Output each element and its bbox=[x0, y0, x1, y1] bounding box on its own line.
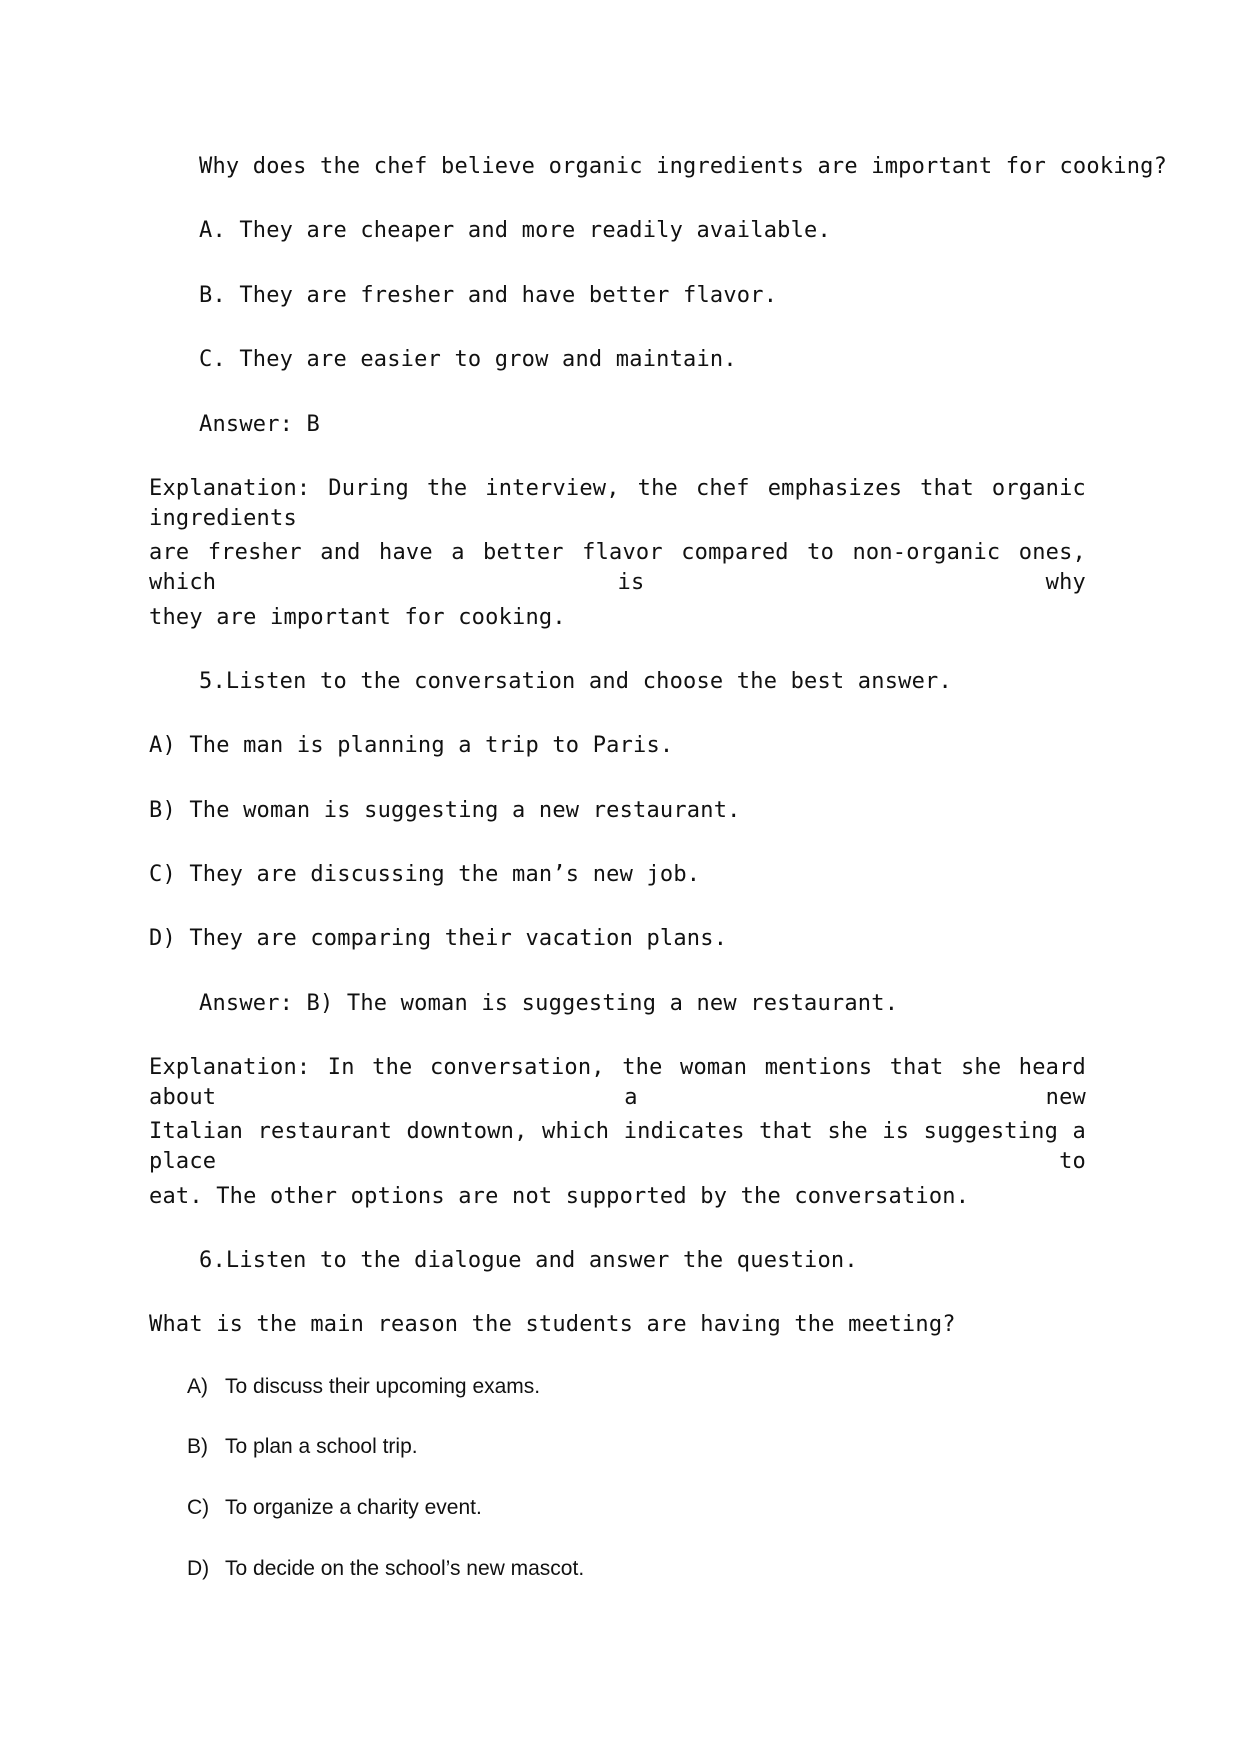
q4-explanation-line-3: they are important for cooking. bbox=[149, 605, 566, 630]
q6-question: What is the main reason the students are having the meeting? bbox=[149, 1312, 956, 1337]
q6-option-b-text: To plan a school trip. bbox=[225, 1435, 418, 1458]
q4-question: Why does the chef believe organic ingredients are important for cooking? bbox=[199, 154, 1168, 179]
q4-explanation-line-2: are fresher and have a better flavor compared to non-organic ones, which is why bbox=[149, 540, 1086, 595]
q6-option-c bbox=[187, 1494, 482, 1522]
q5-answer: Answer: B) The woman is suggesting a new restaurant. bbox=[199, 991, 899, 1016]
q6-option-a bbox=[187, 1373, 540, 1401]
q5-explanation-line-2: Italian restaurant downtown, which indicates that she is suggesting a place to bbox=[149, 1119, 1086, 1174]
q6-option-b-label: B) bbox=[187, 1435, 208, 1458]
q6-option-d bbox=[187, 1555, 584, 1583]
q6-option-d-label: D) bbox=[187, 1557, 210, 1580]
q5-option-c: C) They are discussing the man’s new job. bbox=[149, 862, 701, 887]
q4-explanation-line-1: Explanation: During the interview, the chef emphasizes that organic ingredients bbox=[149, 476, 1086, 531]
q6-option-b bbox=[187, 1433, 418, 1461]
q5-option-b: B) The woman is suggesting a new restaurant. bbox=[149, 798, 741, 823]
q4-option-c: C. They are easier to grow and maintain. bbox=[199, 347, 737, 372]
q5-option-d: D) They are comparing their vacation plans. bbox=[149, 926, 728, 951]
q4-answer: Answer: B bbox=[199, 412, 321, 437]
q5-title: 5.Listen to the conversation and choose the best answer. bbox=[199, 669, 952, 694]
q6-option-d-text: To decide on the school’s new mascot. bbox=[225, 1557, 585, 1580]
q6-option-a-label: A) bbox=[187, 1375, 208, 1398]
q6-title: 6.Listen to the dialogue and answer the question. bbox=[199, 1248, 858, 1273]
q5-explanation-line-1: Explanation: In the conversation, the woman mentions that she heard about a new bbox=[149, 1055, 1086, 1110]
q6-option-c-label: C) bbox=[187, 1496, 210, 1519]
q6-option-c-text: To organize a charity event. bbox=[225, 1496, 482, 1519]
q5-option-a: A) The man is planning a trip to Paris. bbox=[149, 733, 674, 758]
q4-option-a: A. They are cheaper and more readily available. bbox=[199, 218, 831, 243]
q5-explanation-line-3: eat. The other options are not supported by the conversation. bbox=[149, 1184, 970, 1209]
q4-option-b: B. They are fresher and have better flavor. bbox=[199, 283, 778, 308]
q6-option-a-text: To discuss their upcoming exams. bbox=[225, 1375, 541, 1398]
